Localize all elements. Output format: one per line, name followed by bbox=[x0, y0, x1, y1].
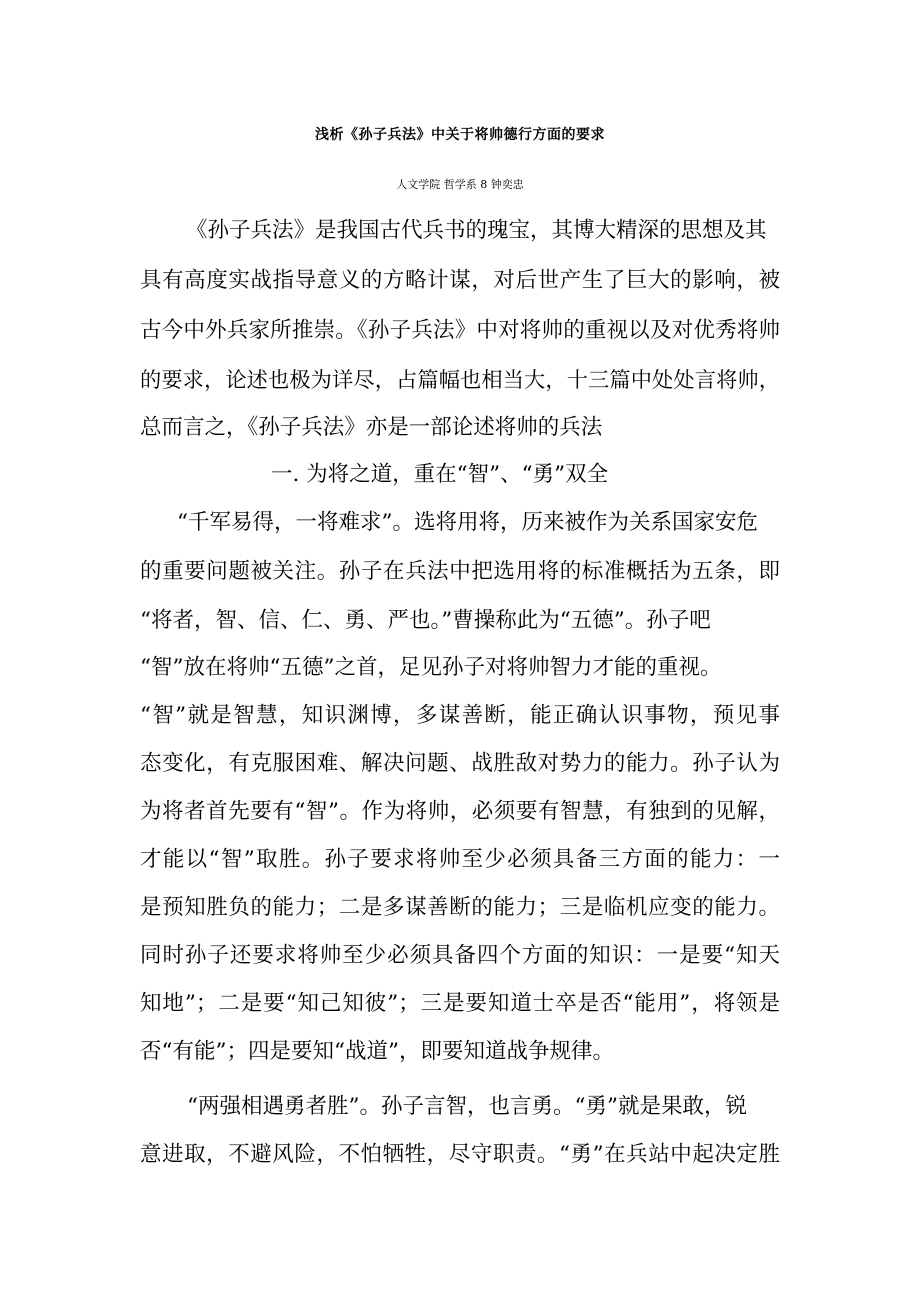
paragraph-2-line: 的重要问题被关注。孙子在兵法中把选用将的标准概括为五条，即 bbox=[140, 559, 780, 584]
paragraph-2-line: “将者，智、信、仁、勇、严也。”曹操称此为“五德”。孙子吧 bbox=[140, 608, 711, 633]
paragraph-2-line: 为将者首先要有“智”。作为将帅，必须要有智慧，有独到的见解， bbox=[140, 799, 780, 824]
paragraph-2-line: 知地”；二是要“知己知彼”；三是要知道士卒是否“能用”，将领是 bbox=[140, 991, 780, 1016]
paragraph-3-line: 意进取，不避风险，不怕牺牲，尽守职责。“勇”在兵站中起决定胜 bbox=[140, 1142, 780, 1167]
document-title: 浅析《孙子兵法》中关于将帅德行方面的要求 bbox=[315, 127, 605, 143]
paragraph-1-line: 总而言之，《孙子兵法》亦是一部论述将帅的兵法 bbox=[140, 415, 603, 440]
paragraph-2-line: “智”就是智慧，知识渊博，多谋善断，能正确认识事物，预见事 bbox=[140, 703, 780, 728]
paragraph-2-line: 是预知胜负的能力；二是多谋善断的能力；三是临机应变的能力。 bbox=[140, 895, 780, 920]
paragraph-1-line: 《孙子兵法》是我国古代兵书的瑰宝，其博大精深的思想及其 bbox=[186, 218, 767, 243]
paragraph-2-line: 态变化，有克服困难、解决问题、战胜敌对势力的能力。孙子认为 bbox=[140, 751, 780, 776]
paragraph-1-line: 具有高度实战指导意义的方略计谋，对后世产生了巨大的影响，被 bbox=[140, 268, 780, 293]
section-heading: 一. 为将之道，重在“智”、“勇”双全 bbox=[271, 462, 609, 487]
paragraph-2-line: 才能以“智”取胜。孙子要求将帅至少必须具备三方面的能力：一 bbox=[140, 847, 780, 872]
author-byline: 人文学院 哲学系 8 钟奕忠 bbox=[396, 178, 524, 191]
paragraph-2-line: 同时孙子还要求将帅至少必须具备四个方面的知识：一是要“知天 bbox=[140, 943, 780, 968]
paragraph-2-line: 否“有能”；四是要知“战道”，即要知道战争规律。 bbox=[140, 1039, 614, 1064]
paragraph-3-line: “两强相遇勇者胜”。孙子言智，也言勇。“勇”就是果敢，锐 bbox=[187, 1094, 747, 1119]
paragraph-2-line: “智”放在将帅“五德”之首，足见孙子对将帅智力才能的重视。 bbox=[140, 655, 722, 680]
paragraph-1-line: 古今中外兵家所推崇。《孙子兵法》中对将帅的重视以及对优秀将帅 bbox=[140, 318, 780, 343]
paragraph-2-line: “千军易得，一将难求”。选将用将，历来被作为关系国家安危 bbox=[177, 510, 758, 535]
paragraph-1-line: 的要求，论述也极为详尽，占篇幅也相当大，十三篇中处处言将帅， bbox=[140, 368, 780, 393]
